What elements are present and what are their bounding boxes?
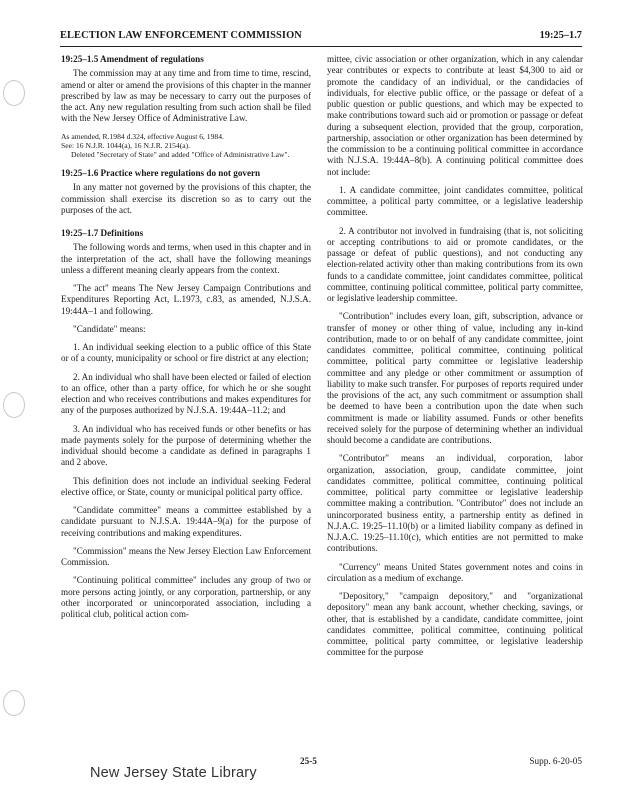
paragraph: This definition does not include an individual seeking Federal elective office, or State, county or municipal political party office. — [61, 475, 311, 497]
definition-contribution: "Contribution" includes every loan, gift, subscription, advance or transfer of money or other thing of value, including any in-kind contribution, made to or on behalf of any candidate committee, joint candidates committee, political committee, continuing political committee, political party committee or legislative leadership committee and any pledge or other commitment or assumption of liability to make such transfer. For purposes of reports required under the provisions of the act, any such commitment or assumption shall be deemed to have been a contribution upon the date when such commitment is made or liability assumed. Funds or other benefits received solely for the purpose of determining whether an individual should become a candidate are contributions. — [327, 311, 583, 445]
library-stamp: New Jersey State Library — [90, 765, 257, 781]
running-header — [60, 30, 582, 47]
list-item: 2. An individual who shall have been elected or failed of election to an office, other than a party office, for which he or she sought election and who receives contributions and makes expenditures for any of the purposes authorized by N.J.S.A. 19:44A–11.2; and — [61, 371, 311, 416]
section-heading-1-6: 19:25–1.6 Practice where regulations do not govern — [61, 168, 261, 179]
punch-hole-top — [3, 80, 25, 106]
definition-candidate: "Candidate" means: — [73, 323, 146, 334]
list-item: 2. A contributor not involved in fundraising (that is, not soliciting or accepting contributions to aid or promote candidates, or the passage or defeat of public questions), and not conducting any election-related activity other than making contributions from its own funds to a candidate committee, joint candidates committee, political committee, continuing political committee, political party committee, or legislative leadership committee. — [327, 225, 583, 303]
definition-depository: "Depository," "campaign depository," and "organizational depository" mean any bank account, whether checking, savings, or other, that is established by a candidate, candidate committee, joint candidates committee, political committee, continuing political committee, political party committee, or legislative leadership committee for the purpose — [327, 591, 583, 658]
page-number: 25-5 — [300, 756, 317, 766]
history-note-line: See: 16 N.J.R. 1044(a), 16 N.J.R. 2154(a). — [61, 140, 191, 150]
definition-candidate-committee: "Candidate committee" means a committee established by a candidate pursuant to N.J.S.A. 19:44A–9(a) for the purpose of receiving contributions and making expenditures. — [61, 505, 311, 538]
definition-act: "The act" means The New Jersey Campaign Contributions and Expenditures Reporting Act, L.1973, c.83, as amended, N.J.S.A. 19:44A–1 and following. — [61, 283, 311, 316]
paragraph: mittee, civic association or other organization, which in any calendar year contributes or expects to contribute at least $4,300 to aid or promote the candidacy of an individual, or the candidacies of individuals, for elective public office, or the passage or defeat of a public question or public questions, and which may be expected to make contributions toward such aid or promotion or passage or defeat during a subsequent election, provided that the group, corporation, partnership, association or other organization has been determined by the commission to be a continuing political committee in accordance with N.J.S.A. 19:44A–8(b). A continuing political committee does not include: — [327, 54, 583, 177]
section-heading-1-5: 19:25–1.5 Amendment of regulations — [61, 54, 204, 64]
history-note-line: As amended, R.1984 d.324, effective August 6, 1984. — [61, 131, 224, 141]
list-item: 1. An individual seeking election to a public office of this State or of a county, municipality or school or fire district at any election; — [61, 342, 311, 364]
paragraph: In any matter not governed by the provisions of this chapter, the commission shall exercise its discretion so as to carry out the purposes of the act. — [61, 182, 311, 215]
left-column — [61, 54, 311, 627]
section-heading-1-7: 19:25–1.7 Definitions — [61, 228, 144, 239]
definition-currency: "Currency" means United States government notes and coins in circulation as a medium of exchange. — [327, 561, 583, 583]
supplement-date: Supp. 6-20-05 — [529, 756, 582, 766]
paragraph: The following words and terms, when used in this chapter and in the interpretation of the act, shall have the following meanings unless a different meaning clearly appears from the context. — [61, 242, 311, 275]
right-column — [327, 54, 583, 666]
list-item: 3. An individual who has received funds or other benefits or has made payments solely for the purpose of determining whether the individual should become a candidate as defined in paragraphs 1 and 2 above. — [61, 423, 311, 468]
history-note — [61, 132, 311, 160]
history-note-line: Deleted "Secretary of State" and added "Office of Administrative Law". — [71, 149, 290, 159]
definition-continuing-political-committee: "Continuing political committee" includes any group of two or more persons acting jointly, or any corporation, partnership, or any other incorporated or unincorporated association, including a political club, political action com- — [61, 575, 311, 620]
punch-hole-bottom — [3, 690, 25, 716]
definition-commission: "Commission" means the New Jersey Election Law Enforcement Commission. — [61, 545, 311, 568]
definition-contributor: "Contributor" means an individual, corporation, labor organization, association, group, candidate committee, joint candidates committee, political committee, continuing political committee, political party committee or legislative leadership committee making a contribution. "Contributor" does not include an unincorporated business entity, a partnership entity as defined in N.J.A.C. 19:25–11.10(b) or a limited liability company as defined in N.J.A.C. 19:25–11.10(c), which entities are not permitted to make contributions. — [327, 453, 583, 554]
list-item: 1. A candidate committee, joint candidates committee, political committee, a political party committee, or a legislative leadership committee. — [327, 184, 583, 218]
header-section-number: 19:25–1.7 — [539, 30, 582, 41]
punch-hole-middle — [3, 392, 25, 418]
paragraph: The commission may at any time and from time to time, rescind, amend or alter or amend the provisions of this chapter in the manner prescribed by law as may be necessary to carry out the purposes of the act. Any new regulation resulting from such action shall be filed with the New Jersey Office of Administrative Law. — [61, 68, 311, 124]
header-title: ELECTION LAW ENFORCEMENT COMMISSION — [60, 30, 302, 41]
